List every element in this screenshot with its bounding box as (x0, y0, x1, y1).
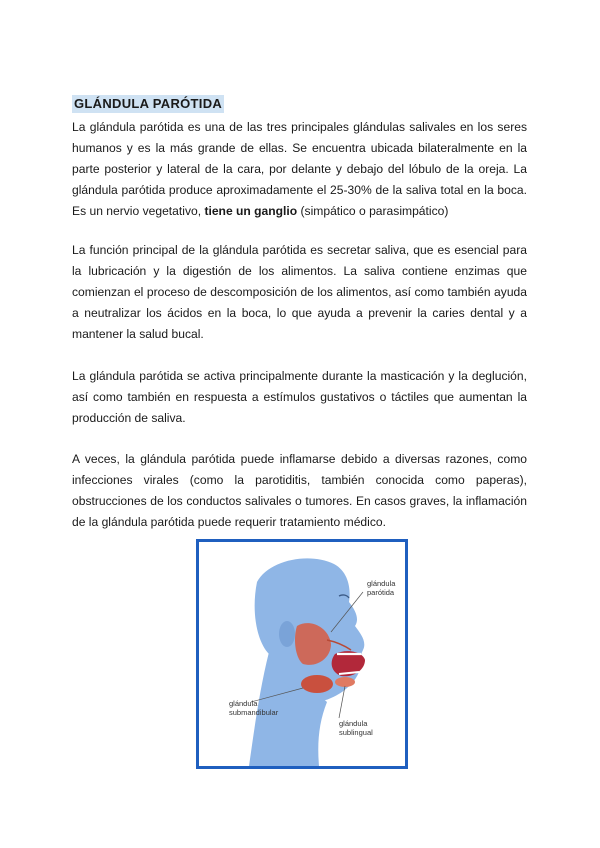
label-submandibular-line2: submandibular (229, 708, 279, 717)
paragraph-intro-tail: (simpático o parasimpático) (297, 204, 449, 218)
label-sublingual-line2: sublingual (339, 728, 373, 737)
paragraph-function: La función principal de la glándula parótida es secretar saliva, que es esencial para la lubricación y la digestión de los alimentos. La saliva contiene enzimas que comienzan el proceso de descomposición de los alimentos, así como también ayuda a neutralizar los ácidos en la boca, lo que ayuda a prevenir la caries dental y a mantener la salud bucal. (72, 243, 527, 341)
page-title: GLÁNDULA PARÓTIDA (74, 96, 223, 111)
label-parotida-line1: glándula (367, 579, 396, 588)
label-parotida-line2: parótida (367, 588, 395, 597)
label-sublingual-line1: glándula (339, 719, 368, 728)
ear-shape (279, 621, 295, 647)
label-submandibular-line1: glándula (229, 699, 258, 708)
paragraph-intro (72, 117, 527, 222)
paragraph-activation: La glándula parótida se activa principalmente durante la masticación y la deglución, así como también en respuesta a estímulos gustativos o táctiles que aumentan la producción de saliva. (72, 369, 527, 425)
sublingual-gland (335, 677, 355, 687)
paragraph-intro-bold: tiene un ganglio (204, 204, 298, 218)
paragraph-intro-text: La glándula parótida es una de las tres principales glándulas salivales en los seres humanos y es la más grande de ellas. Se encuentra ubicada bilateralmente en la parte posterior y lateral de la cara, por delante y debajo del lóbulo de la oreja. La glándula parótida produce aproximadamente el 25-30% de la saliva total en la boca. Es un nervio vegetativo, (72, 120, 527, 218)
anatomy-figure (196, 539, 408, 769)
head-illustration (199, 542, 405, 766)
submandibular-gland (301, 675, 333, 693)
paragraph-inflammation: A veces, la glándula parótida puede inflamarse debido a diversas razones, como infecciones virales (como la parotiditis, también conocida como paperas), obstrucciones de los conductos salivales o tumores. En casos graves, la inflamación de la glándula parótida puede requerir tratamiento médico. (72, 452, 527, 529)
